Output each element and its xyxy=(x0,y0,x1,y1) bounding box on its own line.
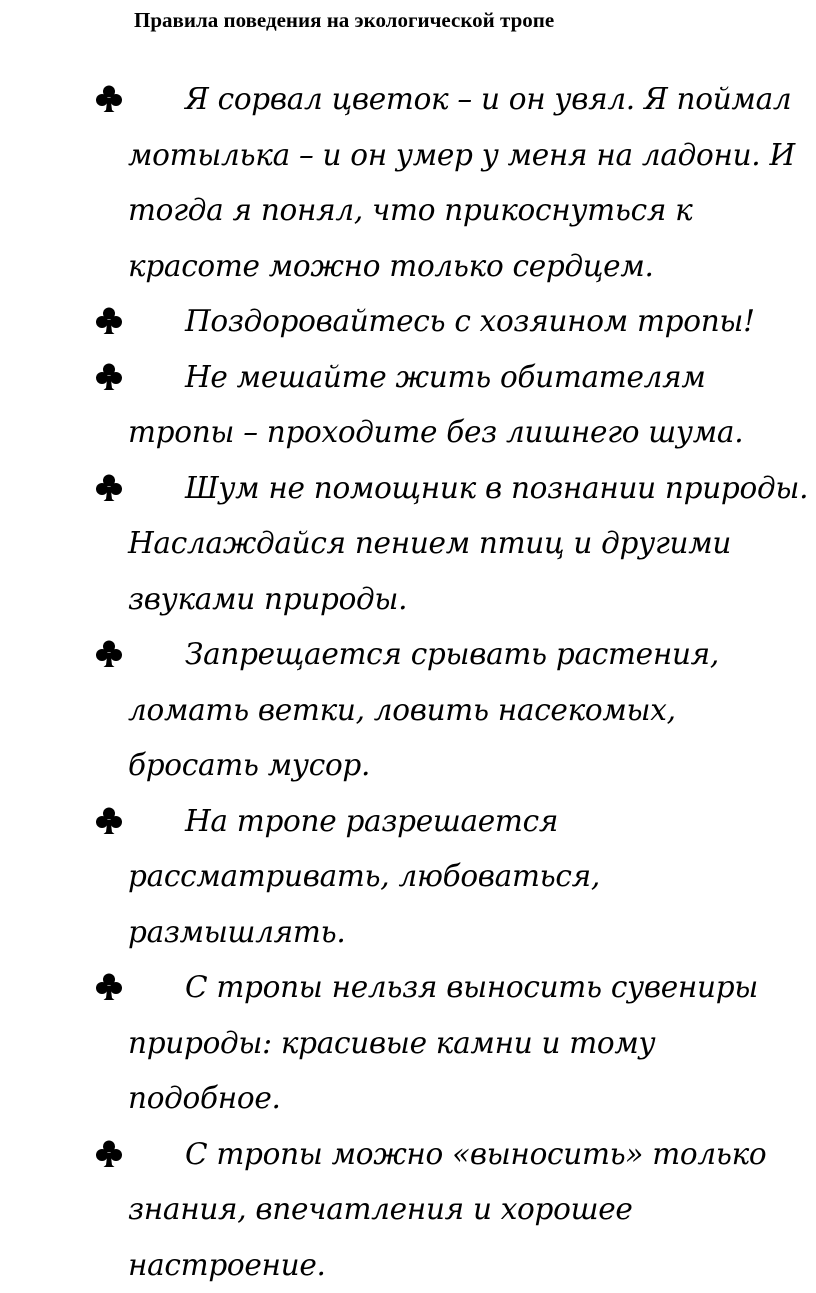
rule-text: Запрещается срывать растения, ломать ветки, ловить насекомых, бросать мусор. xyxy=(128,637,719,782)
rule-text: С тропы нельзя выносить сувениры природы: красивые камни и тому подобное. xyxy=(128,970,758,1115)
club-suit-icon xyxy=(95,84,123,114)
page-title: Правила поведения на экологической тропе xyxy=(134,7,554,33)
rule-text: Шум не помощник в познании природы. Наслаждайся пением птиц и другими звуками природы. xyxy=(128,471,808,616)
rule-text: Поздоровайтесь с хозяином тропы! xyxy=(185,304,755,338)
club-suit-icon xyxy=(95,306,123,336)
rule-text: На тропе разрешается рассматривать, любоваться, размышлять. xyxy=(128,804,600,949)
list-item xyxy=(0,294,816,350)
rule-text: Не мешайте жить обитателям тропы – проходите без лишнего шума. xyxy=(128,360,743,450)
rule-text: Я сорвал цветок – и он увял. Я поймал мотылька – и он умер у меня на ладони. И тогда я понял, что прикоснуться к красоте можно только сердцем. xyxy=(128,82,795,283)
club-suit-icon xyxy=(95,972,123,1002)
list-item xyxy=(0,794,816,961)
club-suit-icon xyxy=(95,639,123,669)
list-item xyxy=(0,960,816,1127)
club-suit-icon xyxy=(95,362,123,392)
rules-list xyxy=(0,72,816,1293)
list-item xyxy=(0,627,816,794)
rule-text: С тропы можно «выносить» только знания, впечатления и хорошее настроение. xyxy=(128,1137,766,1282)
list-item xyxy=(0,461,816,628)
club-suit-icon xyxy=(95,473,123,503)
list-item xyxy=(0,350,816,461)
list-item xyxy=(0,72,816,294)
club-suit-icon xyxy=(95,806,123,836)
club-suit-icon xyxy=(95,1139,123,1169)
list-item xyxy=(0,1127,816,1293)
